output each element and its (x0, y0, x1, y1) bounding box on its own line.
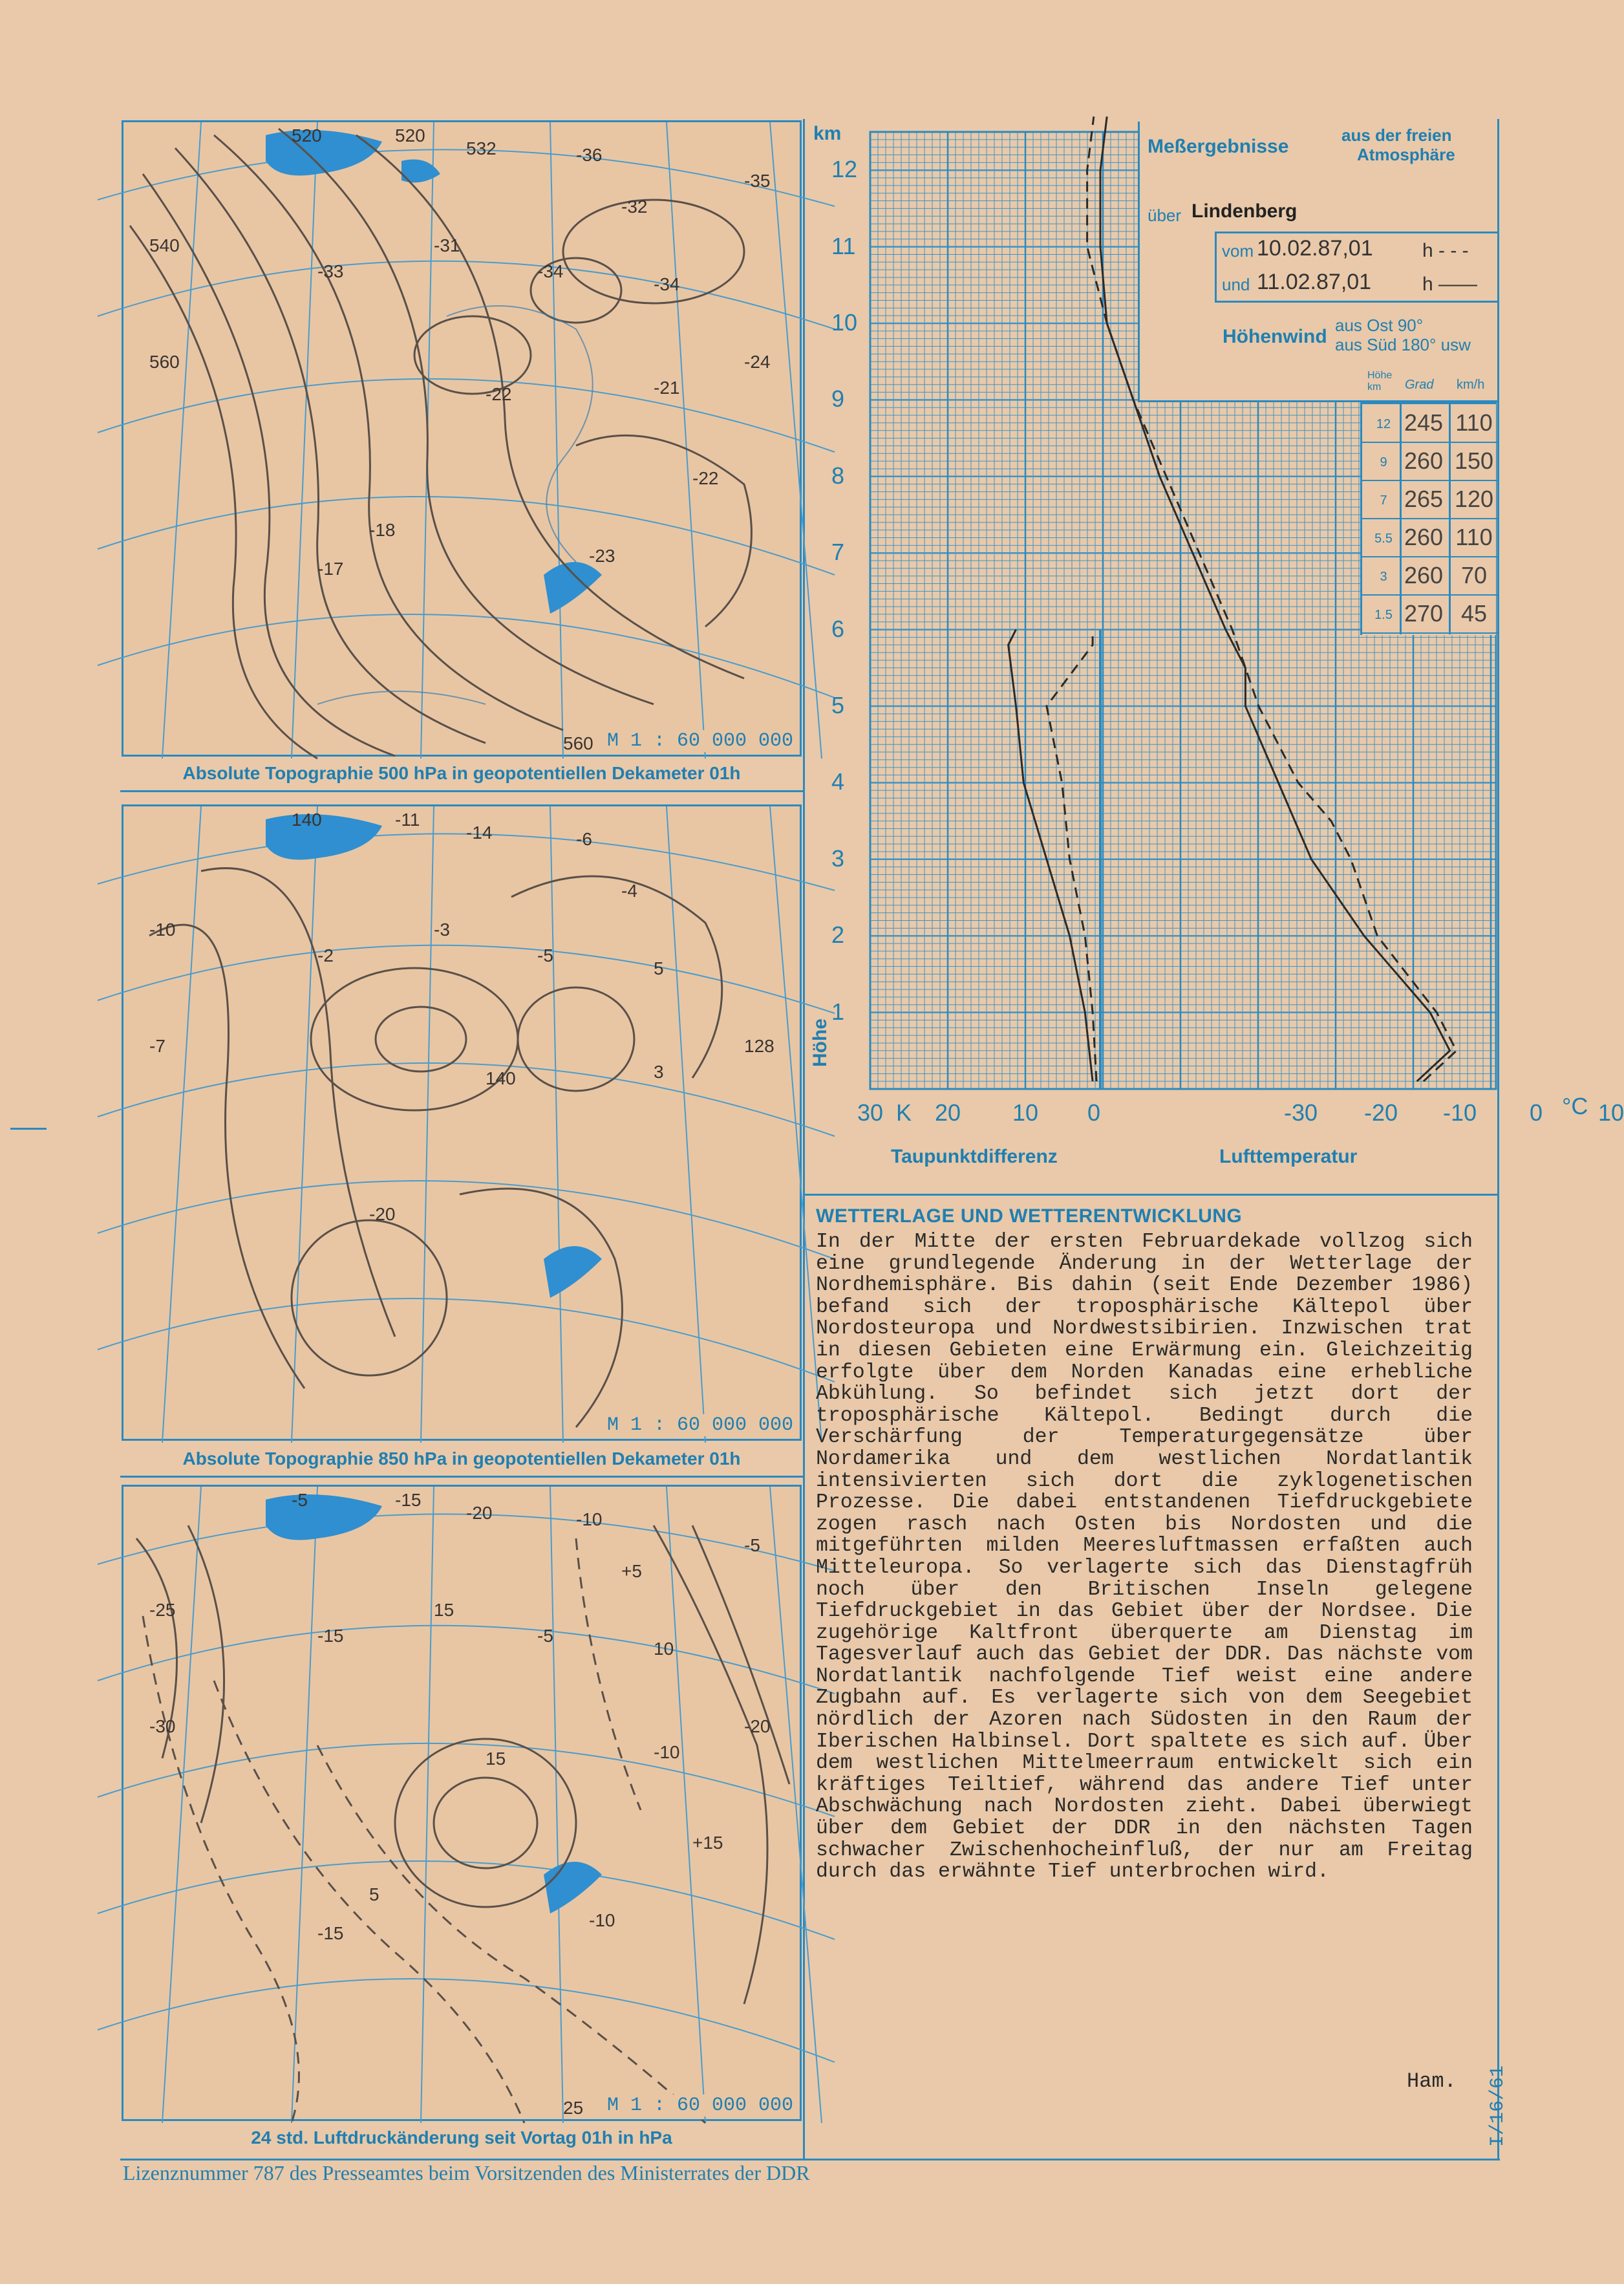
map-2-contour-label: -6 (576, 829, 592, 849)
height-tick-label: 11 (831, 232, 856, 259)
map-1-contour-label: -22 (486, 384, 512, 404)
map-1-contour-label: -35 (744, 171, 771, 191)
map-pressure-change (122, 1485, 802, 2121)
wind-deg-cell: 260 (1404, 524, 1444, 550)
dewpoint-diff-series-solid (1009, 630, 1093, 1082)
map-2-contour-label: -20 (369, 1204, 396, 1224)
map-1-contour-label: -17 (317, 559, 344, 579)
legend-wind-title: Höhenwind (1223, 326, 1327, 347)
bottom-frame-line (120, 2159, 1500, 2160)
map-500hpa (122, 120, 802, 757)
map-3-contour-label: -15 (317, 1626, 344, 1646)
map-2-contour-label: 140 (292, 810, 322, 830)
wind-row (1362, 557, 1498, 596)
wind-row (1362, 519, 1498, 557)
wind-deg-cell: 270 (1404, 600, 1444, 627)
map-2-contour-label: 3 (654, 1062, 664, 1082)
height-tick-label: 3 (831, 845, 845, 872)
map-500-caption (122, 758, 802, 789)
height-tick-label: 4 (831, 768, 845, 795)
wind-speed-cell: 45 (1460, 600, 1488, 627)
map-2-contour-label: -2 (317, 945, 334, 965)
map-3-contour-label: -10 (589, 1910, 615, 1930)
legend-box (1138, 122, 1497, 402)
map-2-contour-label: -10 (149, 920, 176, 940)
map-850-caption-prefix: Absolute Topographie (182, 1449, 374, 1469)
map-3-contour-label: -10 (654, 1742, 680, 1762)
wind-speed-cell: 70 (1460, 562, 1488, 588)
map-3-contour-label: -15 (395, 1490, 422, 1510)
map-3-contour-label: 15 (486, 1749, 506, 1769)
wind-row (1362, 404, 1498, 443)
map-1-contour-label: -31 (434, 235, 460, 255)
legend-wind-2: aus Süd 180° usw (1335, 335, 1471, 354)
map-2-contour-label: -14 (466, 823, 493, 843)
map-3-contour-label: -30 (149, 1716, 176, 1736)
map-change-caption (122, 2122, 802, 2153)
map-850-divider (120, 1476, 803, 1478)
wind-col-grad: Grad (1405, 378, 1434, 392)
wind-deg-cell: 260 (1404, 562, 1444, 588)
map-2-contour-label: -3 (434, 920, 450, 940)
legend-date-2: 11.02.87,01 (1257, 270, 1372, 294)
map-1-contour-label: -34 (537, 261, 564, 281)
temp-tick-label: -30 (1284, 1099, 1318, 1126)
map-3-contour-label: 15 (434, 1600, 454, 1620)
wind-h-cell: 7 (1380, 493, 1387, 508)
wind-deg-cell: 265 (1404, 486, 1444, 512)
temp-tick-label: °C (1562, 1093, 1588, 1119)
legend-vom: vom (1222, 241, 1254, 261)
xlabel-taupunktdifferenz: Taupunktdifferenz (891, 1146, 1058, 1167)
wind-h-cell: 9 (1380, 455, 1387, 469)
map-500-drawing (123, 122, 804, 759)
map-2-contour-label: 140 (486, 1068, 516, 1088)
map-1-contour-label: -21 (654, 378, 680, 398)
wind-speed-cell: 110 (1455, 409, 1493, 436)
map-1-contour-label: -23 (589, 546, 615, 566)
map-3-contour-label: -5 (537, 1626, 553, 1646)
map-3-contour-label: -25 (149, 1600, 176, 1620)
km-unit-label: km (813, 123, 842, 144)
temp-tick-label: 10 (1598, 1099, 1624, 1126)
map-change-drawing (123, 1487, 804, 2123)
temp-tick-label: -10 (1443, 1099, 1477, 1126)
map-850hpa (122, 804, 802, 1441)
height-tick-label: 5 (831, 692, 845, 718)
map-3-contour-label: -5 (292, 1490, 308, 1510)
map-1-contour-label: 520 (395, 125, 425, 145)
legend-subtitle-1: aus der freien (1341, 125, 1452, 145)
dew-tick-label: 30 (857, 1099, 884, 1126)
legend-date-box (1215, 232, 1499, 303)
map-1-contour-label: -24 (744, 352, 771, 372)
map-2-contour-label: -11 (395, 810, 420, 830)
text-title: WETTERLAGE UND WETTERENTWICKLUNG (816, 1205, 1243, 1227)
map-500-divider (120, 790, 803, 792)
wind-h-cell: 1.5 (1374, 608, 1393, 622)
map-1-contour-label: 532 (466, 138, 497, 158)
wind-col-hoehe: Höhe km (1367, 370, 1393, 393)
map-500-caption-suffix: hPa in geopotentiellen Dekameter 01h (413, 763, 741, 783)
map-1-contour-label: -34 (654, 274, 680, 294)
map-1-contour-label: -22 (692, 468, 719, 488)
wind-speed-cell: 110 (1455, 524, 1493, 550)
map-500-caption-value: 500 (378, 763, 409, 783)
map-3-contour-label: -10 (576, 1509, 603, 1529)
map-1-contour-label: 540 (149, 235, 180, 255)
legend-date-1: 10.02.87,01 (1257, 236, 1373, 261)
margin-tick (10, 1128, 47, 1130)
wind-h-cell: 3 (1380, 570, 1387, 584)
wind-speed-cell: 120 (1454, 486, 1494, 512)
map-1-contour-label: -33 (317, 261, 344, 281)
legend-h1: h - - - (1422, 240, 1469, 261)
wind-row (1362, 595, 1498, 634)
license-note: Lizenznummer 787 des Presseamtes beim Vorsitzenden des Ministerrates der DDR (123, 2161, 810, 2184)
height-tick-label: 8 (831, 462, 845, 489)
map-1-contour-label: 520 (292, 125, 322, 145)
dew-tick-label: K (896, 1099, 912, 1126)
map-850-caption (122, 1443, 802, 1474)
wind-deg-cell: 260 (1404, 447, 1444, 474)
wind-speed-cell: 150 (1454, 447, 1494, 474)
wind-col-kmh: km/h (1457, 378, 1485, 392)
temp-tick-label: 0 (1530, 1099, 1543, 1126)
height-tick-label: 12 (831, 156, 858, 183)
height-tick-label: 1 (831, 998, 845, 1025)
height-tick-label: 7 (831, 539, 845, 566)
map-2-contour-label: -5 (537, 945, 553, 965)
map-850-caption-value: 850 (378, 1449, 409, 1469)
document-code: I/16/61 (1487, 2065, 1509, 2147)
chart-text-divider (805, 1194, 1499, 1196)
legend-h2: h —— (1422, 274, 1478, 295)
map-3-contour-label: +5 (621, 1561, 642, 1581)
map-2-contour-label: -7 (149, 1036, 166, 1056)
map-1-contour-label: -36 (576, 145, 603, 165)
map-850-scale: M 1 : 60 000 000 (604, 1414, 796, 1436)
dew-tick-label: 0 (1087, 1099, 1101, 1126)
wind-deg-cell: 245 (1404, 409, 1444, 436)
map-2-contour-label: 128 (744, 1036, 775, 1056)
wind-row (1362, 480, 1498, 519)
legend-wind-1: aus Ost 90° (1335, 316, 1424, 335)
map-3-contour-label: 10 (654, 1639, 674, 1659)
wind-h-cell: 5.5 (1374, 532, 1393, 546)
height-tick-label: 10 (831, 309, 858, 336)
height-tick-label: 6 (831, 615, 845, 642)
height-tick-label: 2 (831, 921, 845, 949)
map-change-scale: M 1 : 60 000 000 (604, 2095, 796, 2117)
legend-und: und (1222, 275, 1250, 294)
wind-h-cell: 12 (1376, 417, 1391, 431)
wind-table (1360, 402, 1496, 635)
map-500-scale: M 1 : 60 000 000 (604, 730, 796, 752)
height-tick-label: 9 (831, 385, 845, 413)
map-850-drawing (123, 806, 804, 1443)
map-500-caption-prefix: Absolute Topographie (182, 763, 374, 783)
map-3-contour-label: 25 (563, 2098, 584, 2118)
xlabel-lufttemperatur: Lufttemperatur (1219, 1146, 1358, 1167)
map-2-contour-label: -4 (621, 881, 637, 901)
temp-tick-label: -20 (1364, 1099, 1398, 1126)
map-1-contour-label: -32 (621, 197, 648, 217)
map-change-caption-prefix: 24 std. Luftdruckänderung seit Vortag 01h in (251, 2128, 634, 2148)
hoehe-label: Höhe (809, 1018, 831, 1067)
legend-title: Meßergebnisse (1148, 136, 1289, 157)
wind-row (1362, 442, 1498, 481)
map-3-contour-label: -15 (317, 1923, 344, 1943)
text-body: In der Mitte der ersten Februardekade vollzog sich eine grundlegende Änderung in der Wetterlage der Nordhemisphäre. Bis dahin (seit Ende Dezember 1986) befand sich der troposphärische Kältepol über Nordosteuropa und Nordwestsibirien. Inzwischen trat in diesen Gebieten eine Erwärmung ein. Gleichzeitig erfolgte über dem Norden Kanadas eine erhebliche Abkühlung. So befindet sich jetzt dort der troposphärische Kältepol. Bedingt durch die Verschärfung der Temperaturgegensätze über Nordamerika und dem westlichen Nordatlantik intensivierten sich dort die zyklogenetischen Prozesse. Die dabei entstandenen Tiefdruckgebiete zogen rasch nach Osten bis Nordosten und die mitgeführten milden Meeresluftmassen erfaßten auch Mitteleuropa. So verlagerte sich das Dienstagfrüh noch über den Britischen Inseln gelegene Tiefdruckgebiet in das Gebiet über der Nordsee. Die zugehörige Kaltfront überquerte am Dienstag im Tagesverlauf auch das Gebiet der DDR. Das nächste vom Nordatlantik nachfolgende Tief weist eine andere Zugbahn auf. Es verlagerte sich von dem Seegebiet nördlich der Azoren nach Südosten in den Raum der Iberischen Halbinsel. Dort spaltete es sich auf. Über dem westlichen Mittelmeerraum entwickelt sich ein kräftiges Teiltief, während das andere Tief unter Abschwächung nach Nordosten zieht. Dabei überwiegt über dem Gebiet der DDR in den nächsten Tagen schwacher Zwischenhocheinfluß, der nur am Freitag durch das erwähnte Tief unterbrochen wird. (816, 1231, 1473, 1884)
map-3-contour-label: -20 (466, 1503, 493, 1523)
map-1-contour-label: 560 (149, 352, 180, 372)
map-1-contour-label: -18 (369, 520, 396, 540)
map-change-caption-suffix: hPa (639, 2128, 672, 2148)
map-3-contour-label: -5 (744, 1535, 760, 1555)
dew-tick-label: 10 (1012, 1099, 1039, 1126)
map-2-contour-label: 5 (654, 958, 664, 978)
map-3-contour-label: +15 (692, 1833, 723, 1853)
text-author: Ham. (1407, 2069, 1457, 2093)
map-3-contour-label: -20 (744, 1716, 771, 1736)
map-3-contour-label: 5 (369, 1884, 379, 1904)
legend-station: Lindenberg (1191, 200, 1298, 222)
map-850-caption-suffix: hPa in geopotentiellen Dekameter 01h (413, 1449, 741, 1469)
dew-tick-label: 20 (935, 1099, 961, 1126)
map-1-contour-label: 560 (563, 733, 593, 753)
legend-ueber: über (1148, 206, 1182, 225)
legend-subtitle-2: Atmosphäre (1357, 145, 1455, 164)
